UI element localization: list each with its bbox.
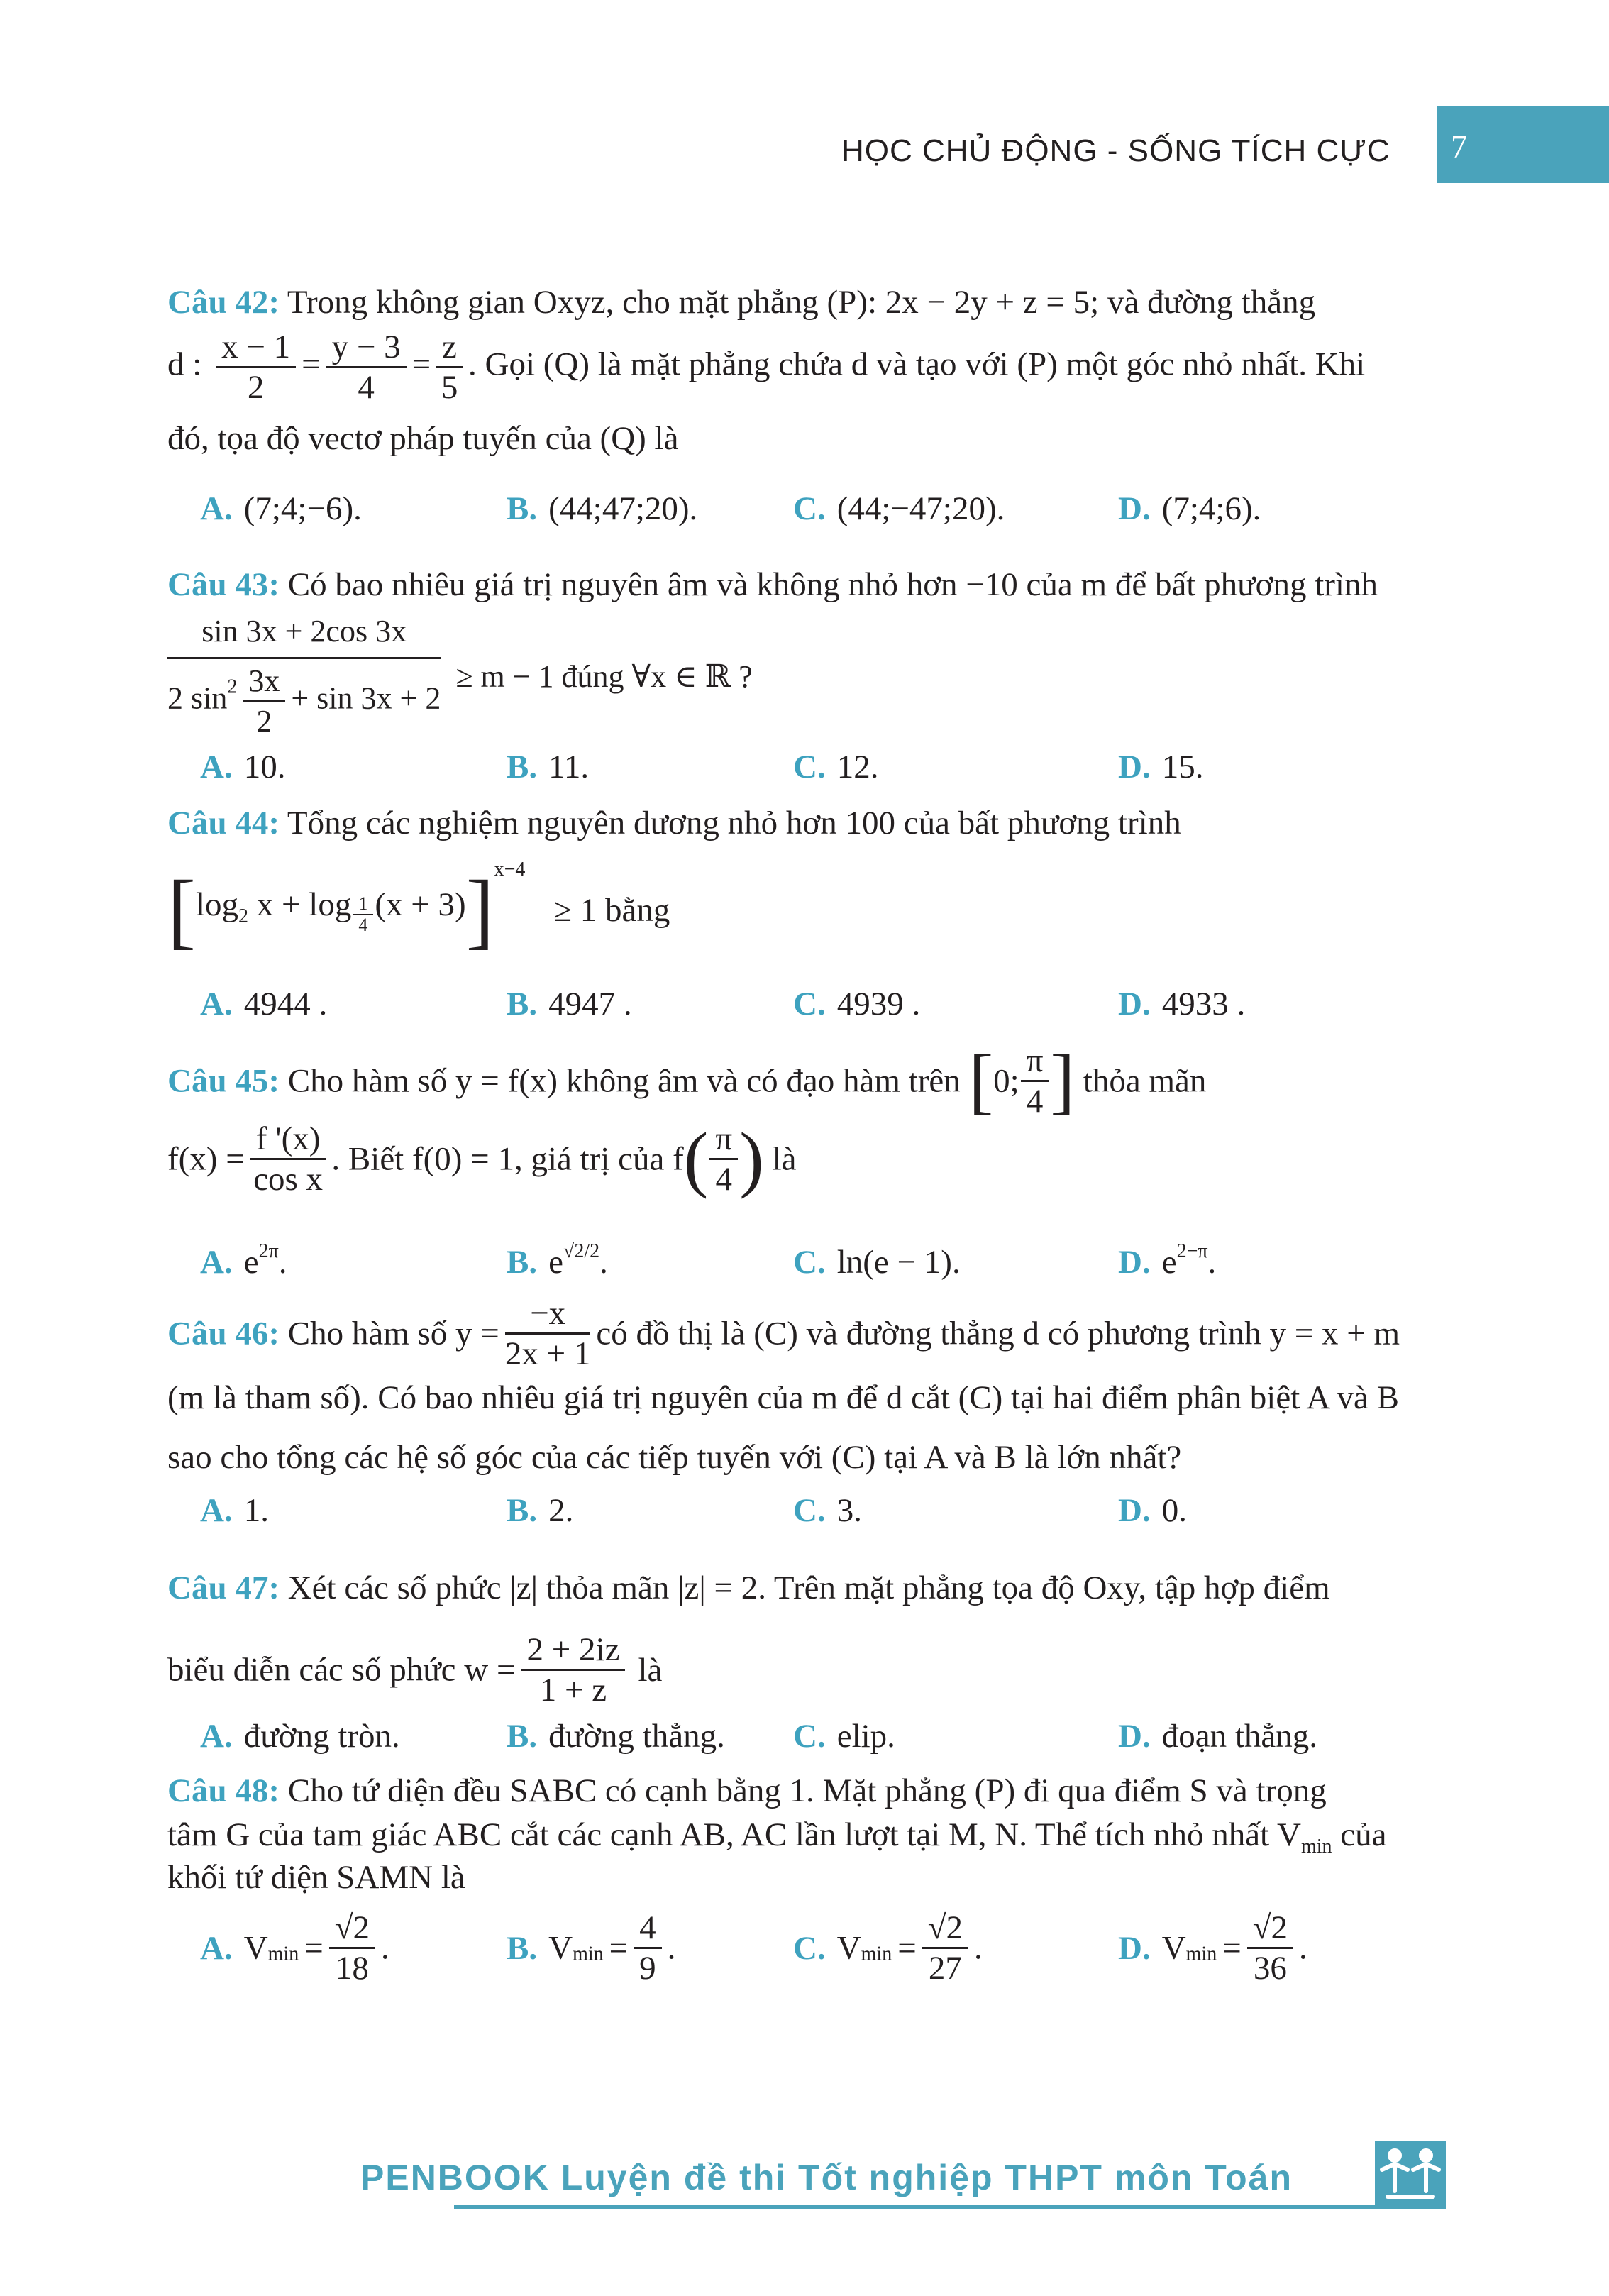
- question-label: Câu 45:: [167, 1062, 280, 1100]
- option-c: C. elip.: [793, 1718, 895, 1755]
- fraction: $\frac{z}{5}$: [436, 328, 463, 407]
- option-c: C. (44;−47;20).: [793, 490, 1005, 527]
- penbook-logo-icon: [1375, 2141, 1446, 2207]
- option-a: A. 1.: [200, 1492, 269, 1529]
- question-label: Câu 47:: [167, 1569, 280, 1606]
- option-a: A. 4944 .: [200, 986, 328, 1022]
- fraction: $\frac{1}{4}$: [353, 894, 373, 935]
- footer-title: PENBOOK Luyện đề thi Tốt nghiệp THPT môn Toán: [360, 2158, 1293, 2197]
- option-d: D. đoạn thẳng.: [1118, 1718, 1317, 1755]
- question-label: Câu 46:: [167, 1315, 280, 1352]
- option-d: D. 0.: [1118, 1492, 1187, 1529]
- fraction: $\frac{2 + 2iz}{1 + z}$: [521, 1630, 626, 1709]
- question-48-line-2: tâm G của tam giác ABC cắt các cạnh AB, AC lần lượt tại M, N. Thể tích nhỏ nhất $V_{min}$ của: [167, 1816, 1387, 1858]
- option-d: D. 4933 .: [1118, 986, 1246, 1022]
- option-b: B. 11.: [507, 749, 590, 785]
- question-42-line-1: Câu 42: Trong không gian Oxyz, cho mặt phẳng (P): 2x − 2y + z = 5; và đường thẳng: [167, 284, 1316, 321]
- question-45-line-1: Câu 45: Cho hàm số y = f(x) không âm và có đạo hàm trên [0; $\frac{\pi}{4}$ ] thỏa mãn: [167, 1039, 1207, 1122]
- question-47-line-2: biểu diễn các số phức w = $\frac{2 + 2iz}{1 + z}$ là: [167, 1631, 663, 1709]
- question-label: Câu 42:: [167, 284, 280, 321]
- fraction: $\frac{-x}{2x + 1}$: [504, 1295, 591, 1372]
- option-c: C. 12.: [793, 749, 879, 785]
- fraction: $\frac{√2}{36}$: [1247, 1909, 1293, 1987]
- option-c: C. 3.: [793, 1492, 862, 1529]
- fraction: $\frac{√2}{18}$: [329, 1909, 375, 1987]
- running-header: HỌC CHỦ ĐỘNG - SỐNG TÍCH CỰC: [841, 133, 1390, 168]
- option-b: B. (44;47;20).: [507, 490, 698, 527]
- people-logo-icon: [1375, 2141, 1446, 2207]
- option-d: D. $V_{min}$ = $\frac{√2}{36}$ .: [1118, 1909, 1307, 1987]
- footer-divider: [454, 2205, 1446, 2209]
- question-42-line-3: đó, tọa độ vectơ pháp tuyến của (Q) là: [167, 420, 679, 457]
- question-47-line-1: Câu 47: Xét các số phức |z| thỏa mãn |z| = 2. Trên mặt phẳng tọa độ Oxy, tập hợp điểm: [167, 1569, 1330, 1606]
- option-a: A. 10.: [200, 749, 286, 785]
- question-label: Câu 48:: [167, 1772, 280, 1809]
- fraction: $\frac{\pi}{4}$: [1021, 1042, 1049, 1120]
- option-a: A. $V_{min}$ = $\frac{√2}{18}$ .: [200, 1909, 389, 1987]
- fraction: $\frac{3x}{2}$: [243, 662, 285, 741]
- page-number: 7: [1451, 128, 1467, 165]
- option-c: C. ln(e − 1).: [793, 1244, 961, 1281]
- option-a: A. $e^{2\pi}$.: [200, 1240, 287, 1281]
- option-b: B. 4947 .: [507, 986, 632, 1022]
- fraction: $\frac{\pi}{4}$: [709, 1120, 738, 1198]
- question-label: Câu 43:: [167, 566, 280, 603]
- option-d: D. (7;4;6).: [1118, 490, 1261, 527]
- question-43-line-1: Câu 43: Có bao nhiêu giá trị nguyên âm và không nhỏ hơn −10 của m để bất phương trình: [167, 566, 1378, 603]
- option-c: C. $V_{min}$ = $\frac{√2}{27}$ .: [793, 1909, 983, 1987]
- option-a: A. (7;4;−6).: [200, 490, 362, 527]
- option-a: A. đường tròn.: [200, 1718, 400, 1755]
- option-d: D. $e^{2-\pi}$.: [1118, 1240, 1217, 1281]
- question-48-line-1: Câu 48: Cho tứ diện đều SABC có cạnh bằng 1. Mặt phẳng (P) đi qua điểm S và trọng: [167, 1772, 1327, 1809]
- option-c: C. 4939 .: [793, 986, 921, 1022]
- option-b: B. 2.: [507, 1492, 574, 1529]
- question-label: Câu 44:: [167, 805, 280, 841]
- question-43-formula: sin 3x + 2cos 3x 2 $\sin^2$ $\frac{3x}{2}$ + sin 3x + 2 ≥ m − 1 đúng ∀x ∈ ℝ ?: [167, 612, 753, 741]
- option-b: B. $e^{√2/2}$.: [507, 1240, 608, 1281]
- question-46-line-1: Câu 46: Cho hàm số y = $\frac{-x}{2x + 1}$ có đồ thị là (C) và đường thẳng d có phương trình y = x + m: [167, 1295, 1400, 1372]
- option-d: D. 15.: [1118, 749, 1204, 785]
- question-42-line-2: d : $\frac{x - 1}{2}$ = $\frac{y - 3}{4}$ = $\frac{z}{5}$ . Gọi (Q) là mặt phẳng chứa d và tạo với (P) một góc nhỏ nhất. Khi: [167, 329, 1366, 406]
- fraction: $\frac{f '(x)}{\text{cos x}}$: [250, 1120, 326, 1198]
- question-48-line-3: khối tứ diện SAMN là: [167, 1859, 465, 1896]
- fraction: $\frac{y - 3}{4}$: [326, 328, 407, 407]
- question-45-line-2: f(x) = $\frac{f '(x)}{\text{cos x}}$ . Biết f(0) = 1, giá trị của f( $\frac{\pi}{4}$ ) là: [167, 1117, 797, 1200]
- question-46-line-2: (m là tham số). Có bao nhiêu giá trị nguyên của m để d cắt (C) tại hai điểm phân biệt A và B: [167, 1379, 1399, 1416]
- question-46-line-3: sao cho tổng các hệ số góc của các tiếp tuyến với (C) tại A và B là lớn nhất?: [167, 1439, 1182, 1476]
- fraction: $\frac{x - 1}{2}$: [216, 328, 296, 407]
- question-44-formula: [$\log_2$ x + log $\frac{1}{4}$ (x + 3)]$^{x-4}$ ≥ 1 bằng: [167, 859, 670, 958]
- option-b: B. $V_{min}$ = $\frac{4}{9}$ .: [507, 1909, 676, 1987]
- fraction: $\frac{√2}{27}$: [922, 1909, 968, 1987]
- fraction: $\frac{4}{9}$: [634, 1909, 662, 1987]
- option-b: B. đường thẳng.: [507, 1718, 725, 1755]
- question-44-line-1: Câu 44: Tổng các nghiệm nguyên dương nhỏ hơn 100 của bất phương trình: [167, 805, 1181, 841]
